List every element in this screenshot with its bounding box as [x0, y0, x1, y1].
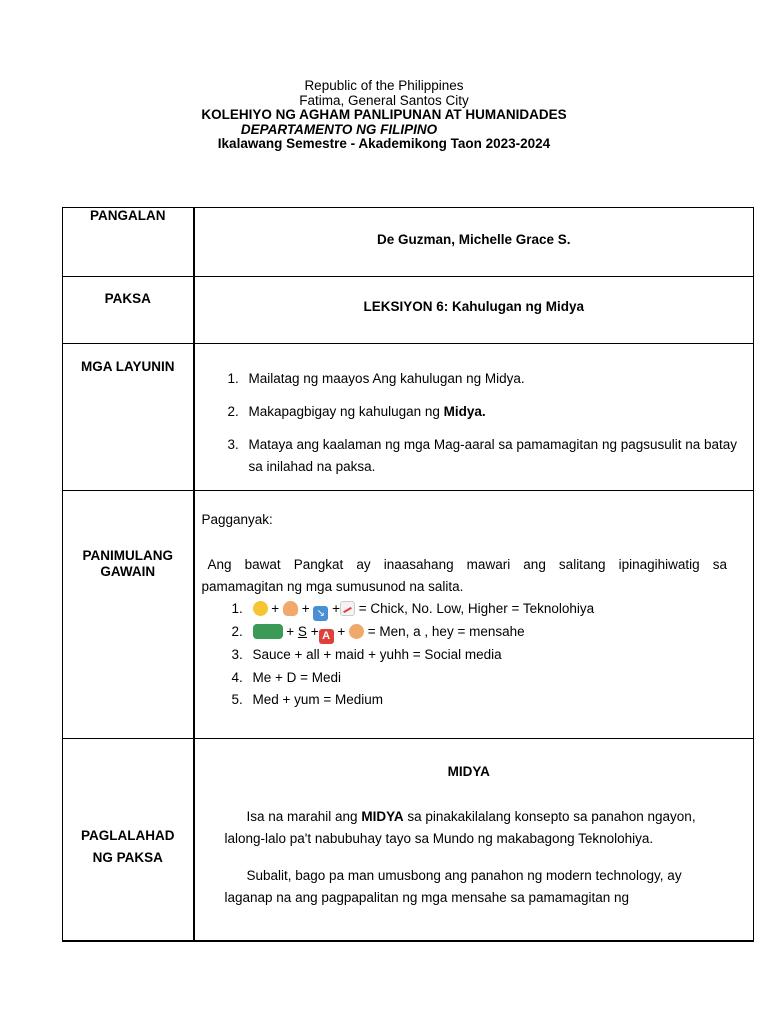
paragraph-1 [225, 806, 714, 850]
label-pangalan-text: PANGALAN [90, 208, 166, 223]
clue-item [247, 598, 728, 621]
plus-sign: + [337, 624, 346, 639]
document-header [0, 79, 768, 152]
down-right-arrow-emoji-icon: ↘ [313, 606, 328, 621]
label-paksa-text: PAKSA [104, 291, 151, 306]
label-pangalan [63, 208, 194, 277]
paragraph-2: Subalit, bago pa man umusbong ang panahon ng modern technology, ay laganap na ang pagpapalitan ng mga mensahe sa pamamagitan ng [224, 868, 682, 905]
objective-item [243, 401, 754, 423]
a-button-emoji-icon: A [319, 629, 334, 644]
label-panimulang [63, 491, 194, 739]
header-republic: Republic of the Philippines [304, 78, 464, 93]
value-paksa: LEKSIYON 6: Kahulugan ng Midya [363, 299, 584, 314]
header-department: DEPARTAMENTO NG FILIPINO [240, 121, 438, 137]
label-paksa [63, 277, 194, 344]
label-paglalahad-line1: PAGLALAHAD [81, 828, 175, 843]
value-panimulang-cell [194, 491, 754, 739]
value-paksa-cell [194, 277, 754, 344]
objective-item [243, 368, 754, 390]
plus-sign: + [301, 601, 310, 616]
section-title: MIDYA [447, 764, 490, 779]
plus-sign: + [286, 624, 295, 639]
paragraph-1-bold: MIDYA [361, 809, 404, 824]
label-paglalahad [63, 739, 194, 941]
lesson-table [62, 207, 754, 942]
objectives-list [243, 368, 754, 478]
label-layunin [63, 344, 194, 491]
person-gesturing-no-emoji-icon [283, 601, 298, 616]
plus-sign: + [271, 601, 280, 616]
person-raising-hand-emoji-icon [349, 624, 364, 639]
paragraph-1-start: Isa na marahil ang [246, 809, 362, 824]
label-panimulang-line1: PANIMULANG [82, 548, 173, 563]
objective-text: Mataya ang kaalaman ng mga Mag-aaral sa pamamagitan ng pagsusulit na batay sa inilahad na paksa. [248, 437, 738, 474]
underlined-s: S [297, 624, 307, 639]
plus-sign: + [332, 601, 340, 616]
row-paksa [63, 277, 754, 344]
label-layunin-text: MGA LAYUNIN [80, 359, 175, 374]
value-layunin-cell [194, 344, 754, 491]
value-pangalan-cell [194, 208, 754, 277]
label-paglalahad-line2: NG PAKSA [92, 850, 163, 865]
value-pangalan: De Guzman, Michelle Grace S. [376, 232, 571, 247]
clue-text: Sauce + all + maid + yuhh = Social media [252, 647, 502, 662]
header-college: KOLEHIYO NG AGHAM PANLIPUNAN AT HUMANIDADES [201, 107, 567, 122]
clue-item [247, 621, 728, 644]
row-panimulang [63, 491, 754, 739]
header-semester: Ikalawang Semestre - Akademikong Taon 2023-2024 [217, 136, 551, 151]
clue-item [247, 667, 728, 690]
clue-text: Med + yum = Medium [252, 692, 384, 707]
label-panimulang-line2: GAWAIN [100, 564, 156, 579]
row-layunin [63, 344, 754, 491]
clue-text: = Men, a , hey = mensahe [364, 624, 525, 639]
objective-bold-word: Midya. [443, 404, 486, 419]
objective-item [243, 434, 754, 478]
clue-text: Me + D = Medi [252, 669, 342, 685]
pagganyak-instruction: Ang bawat Pangkat ay inaasahang mawari ang salitang ipinagihiwatig sa pamamagitan ng mga sumusunod na salita. [201, 557, 727, 594]
plus-sign: + [310, 624, 319, 639]
men-holding-hands-emoji-icon [253, 624, 283, 639]
clue-text: = Chick, No. Low, Higher = Teknolohiya [355, 601, 595, 616]
clues-list [247, 598, 728, 712]
pagganyak-label: Pagganyak: [201, 512, 273, 527]
clue-item [247, 689, 728, 712]
chick-emoji-icon [253, 601, 268, 616]
value-paglalahad-cell [194, 739, 754, 941]
row-pangalan [63, 208, 754, 277]
chart-increasing-emoji-icon [340, 601, 355, 616]
clue-item [247, 644, 728, 667]
header-location: Fatima, General Santos City [299, 92, 469, 108]
objective-text: Makapagbigay ng kahulugan ng [248, 404, 444, 419]
row-paglalahad [63, 739, 754, 941]
objective-text: Mailatag ng maayos Ang kahulugan ng Midya. [248, 371, 525, 386]
paragraph-1-end: sa pinakakilalang konsepto sa panahon ngayon, lalong-lalo pa't nabubuhay tayo sa Mundo ng makabagong Teknolohiya. [224, 809, 696, 846]
